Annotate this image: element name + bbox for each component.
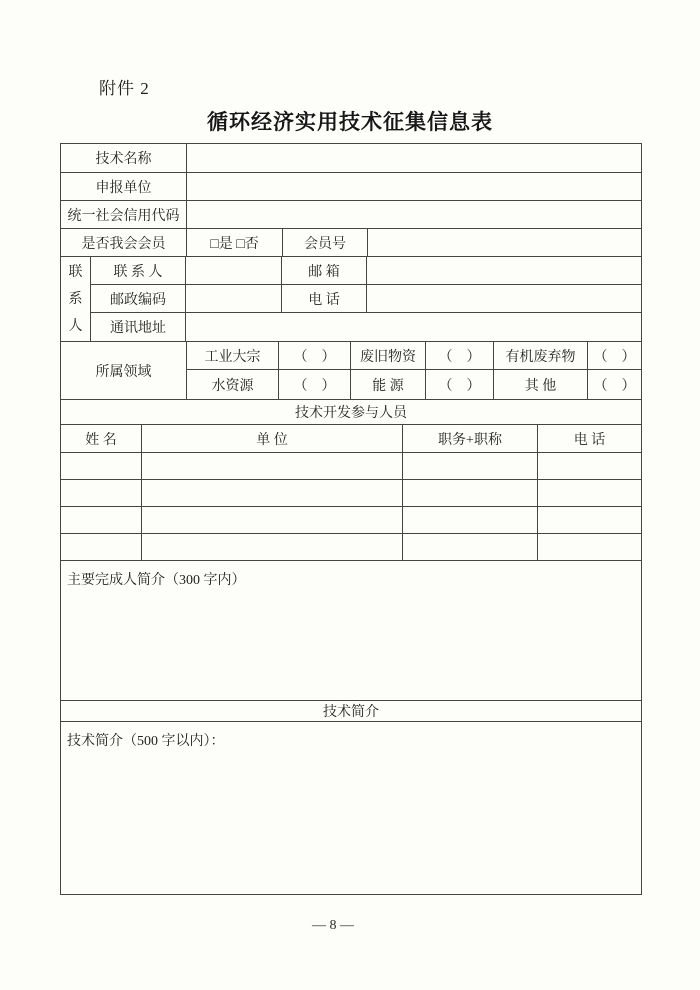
credit-code-label: 统一社会信用代码 xyxy=(61,201,187,228)
participant-unit-cell xyxy=(142,453,403,479)
email-label: 邮 箱 xyxy=(282,257,367,284)
participant-row xyxy=(61,453,641,480)
completer-intro-label: 主要完成人简介（300 字内） xyxy=(67,573,246,588)
participants-header-row xyxy=(61,425,641,453)
field-other-label: 其 他 xyxy=(494,370,588,399)
participant-row xyxy=(61,534,641,561)
contact-person-value xyxy=(186,257,282,284)
participant-unit-cell xyxy=(142,507,403,533)
row-technology-name xyxy=(61,144,641,173)
participant-position-cell xyxy=(403,534,538,560)
contact-person-label: 联 系 人 xyxy=(91,257,186,284)
field-row-1 xyxy=(187,342,641,370)
contact-group-vertical-label xyxy=(61,257,91,341)
tech-intro-label: 技术简介（500 字以内）： xyxy=(67,734,225,749)
field-energy-mark: （ ） xyxy=(426,370,494,399)
field-industrial-bulk-label: 工业大宗 xyxy=(187,342,279,369)
tech-intro-section-title: 技术简介 xyxy=(61,701,641,722)
technology-name-value xyxy=(187,144,641,172)
participant-phone-cell xyxy=(538,453,641,479)
attachment-label: 附件 2 xyxy=(99,79,150,98)
participant-position-cell xyxy=(403,507,538,533)
participant-position-cell xyxy=(403,453,538,479)
field-water-resources-label: 水资源 xyxy=(187,370,279,399)
field-label: 所属领域 xyxy=(61,342,187,399)
membership-checkboxes: □是 □否 xyxy=(187,229,283,256)
contact-section xyxy=(61,257,641,342)
member-number-value xyxy=(368,229,641,256)
postal-code-label: 邮政编码 xyxy=(91,285,186,312)
participants-section-title: 技术开发参与人员 xyxy=(61,400,641,425)
participant-name-cell xyxy=(61,534,142,560)
completer-intro-section xyxy=(61,561,641,701)
form-table xyxy=(60,143,642,895)
credit-code-value xyxy=(187,201,641,228)
page-title: 循环经济实用技术征集信息表 xyxy=(207,111,493,134)
row-mailing-address xyxy=(91,313,641,341)
row-credit-code xyxy=(61,201,641,229)
row-membership xyxy=(61,229,641,257)
participant-phone-cell xyxy=(538,507,641,533)
field-water-resources-mark: （ ） xyxy=(279,370,351,399)
row-postal-code xyxy=(91,285,641,313)
row-declaring-unit xyxy=(61,173,641,201)
technology-name-label: 技术名称 xyxy=(61,144,187,172)
participant-unit-cell xyxy=(142,480,403,506)
participant-name-cell xyxy=(61,453,142,479)
field-organic-waste-label: 有机废弃物 xyxy=(494,342,588,369)
field-waste-materials-mark: （ ） xyxy=(426,342,494,369)
phone-label: 电 话 xyxy=(282,285,367,312)
contact-char-1: 联 xyxy=(68,264,83,280)
field-organic-waste-mark: （ ） xyxy=(593,349,636,365)
participant-phone-cell xyxy=(538,480,641,506)
field-other-mark: （ ） xyxy=(593,378,636,394)
phone-value xyxy=(367,285,641,312)
email-value xyxy=(367,257,641,284)
participant-name-cell xyxy=(61,480,142,506)
field-waste-materials-label: 废旧物资 xyxy=(351,342,426,369)
field-row-2 xyxy=(187,370,641,399)
participants-header-name: 姓 名 xyxy=(61,425,142,452)
participant-row xyxy=(61,507,641,534)
participant-row xyxy=(61,480,641,507)
participant-position-cell xyxy=(403,480,538,506)
membership-label: 是否我会会员 xyxy=(61,229,187,256)
page-number: — 8 — xyxy=(312,918,354,933)
participants-header-phone: 电 话 xyxy=(573,432,606,448)
declaring-unit-label: 申报单位 xyxy=(61,173,187,200)
postal-code-value xyxy=(186,285,282,312)
member-number-label: 会员号 xyxy=(283,229,368,256)
participant-phone-cell xyxy=(538,534,641,560)
declaring-unit-value xyxy=(187,173,641,200)
participants-header-unit: 单 位 xyxy=(142,425,403,452)
tech-intro-section xyxy=(61,722,641,894)
field-energy-label: 能 源 xyxy=(351,370,426,399)
contact-char-2: 系 xyxy=(68,291,83,307)
field-industrial-bulk-mark: （ ） xyxy=(279,342,351,369)
contact-char-3: 人 xyxy=(68,318,83,334)
participant-unit-cell xyxy=(142,534,403,560)
mailing-address-value xyxy=(186,313,641,341)
participant-name-cell xyxy=(61,507,142,533)
participants-header-position: 职务+职称 xyxy=(403,425,538,452)
field-section xyxy=(61,342,641,400)
row-contact-person xyxy=(91,257,641,285)
mailing-address-label: 通讯地址 xyxy=(91,313,186,341)
